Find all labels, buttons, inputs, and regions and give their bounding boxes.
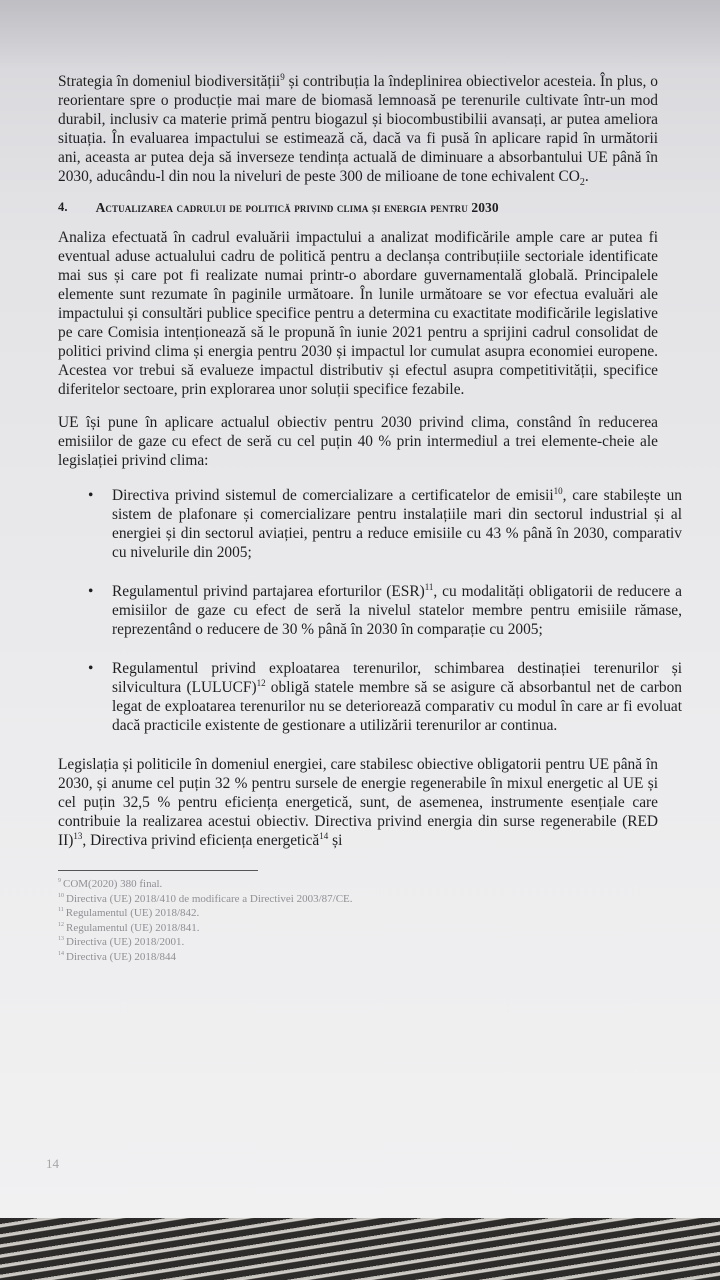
section-number: 4.	[58, 200, 68, 214]
footnote-ref-10: 10	[553, 485, 563, 496]
footnote-ref-14: 14	[319, 830, 329, 841]
footnote: $^{11}$ Regulamentul (UE) 2018/842.	[58, 907, 200, 919]
paragraph-eu-objective: UE își pune în aplicare actualul obiectiv pentru 2030 privind clima, constând în reducerea emisiilor de gaze cu efect de seră cu cel puțin 40 % prin intermediul a trei elemente-cheie ale legislației privind clima:	[58, 414, 658, 469]
footnote-ref-13: 13	[73, 830, 83, 841]
footnote-ref-12: 12	[256, 677, 266, 688]
footnote-separator	[58, 870, 258, 871]
page-shadow	[0, 0, 720, 70]
subscript-2: 2	[579, 177, 585, 189]
footnote: $^{13}$ Directiva (UE) 2018/2001.	[58, 936, 185, 948]
page-number: 14	[46, 1156, 59, 1171]
paragraph-energy-legislation: Legislația și politicile în domeniul energiei, care stabilesc obiective obligatorii pentru UE până în 2030, și anume cel puțin 32 % pentru sursele de energie regenerabile în mixul energetic al UE și cel puțin 32,5 % pentru eficiența energetică, sunt, de asemenea, instrumente esențiale care contribuie la realizarea acestui obiectiv. Directiva privind energia din surse regenerabile (RED II)$^{13}$, Directiva privind eficiența energetică$^{14}$ și	[58, 756, 658, 849]
footnotes	[58, 877, 720, 964]
footnote: $^{14}$ Directiva (UE) 2018/844	[58, 950, 176, 963]
section-title: Actualizarea cadrului de politică privind clima și energia pentru 2030	[95, 200, 499, 215]
bullet-dot: •	[88, 487, 94, 504]
list-item-lulucf: • Regulamentul privind exploatarea terenurilor, schimbarea destinației terenurilor și silvicultura (LULUCF)$^{12}$ obligă statele membre să se asigure că absorbantul net de carbon legat de exploatarea terenurilor nu se deteriorează comparativ cu modul în care ar fi evoluat dacă practicile existente de gestionare a utilizării terenurilor ar continua.	[88, 660, 682, 734]
bullet-dot: •	[88, 660, 94, 677]
paragraph-biodiversity: Strategia în domeniul biodiversității$^9$ și contribuția la îndeplinirea obiectivelor acesteia. În plus, o reorientare spre o producție mai mare de biomasă lemnoasă pe terenurile cultivate într-un mod durabil, inclusiv ca materie primă pentru biogazul și biocombustibilii avansați, ar putea ameliora situația. În evaluarea impactului se estimează că, dacă va fi pusă în aplicare rapid în următorii ani, aceasta ar putea deja să inverseze tendința actuală de diminuare a absorbantului UE până în 2030, aducându-l din nou la niveluri de peste 300 de milioane de tone echivalent $CO_2$.	[58, 71, 659, 189]
list-item-esr: • Regulamentul privind partajarea eforturilor (ESR)$^{11}$, cu modalități obligatorii de reducere a emisiilor de gaze cu efect de seră la nivelul statelor membre pentru emisiile rămase, reprezentând o reducere de 30 % până în 2030 în comparație cu 2005;	[88, 581, 682, 638]
section-heading	[58, 200, 658, 216]
footnote: $^{12}$ Regulamentul (UE) 2018/841.	[58, 921, 200, 934]
bullet-dot: •	[88, 583, 94, 600]
paragraph-impact-analysis: Analiza efectuată în cadrul evaluării impactului a analizat modificările ample care ar putea fi eventual aduse actualului cadru de politică pentru a declanșa contribuțiile sectoriale identificate mai sus și care pot fi realizate numai printr-o abordare guvernamentală globală. Principalele elemente sunt rezumate în paginile următoare. În lunile următoare se vor efectua evaluări ale impactului și consultări publice specifice pentru a determina cu exactitate modificările legislative pe care Comisia intenționează să le propună în iunie 2021 pentru a sprijini cadrul consolidat de politici privind clima și energia pentru 2030 și impactul lor cumulat asupra economiei europene. Acestea vor trebui să evalueze impactul distributiv și efectul asupra competitivității, specifice diferitelor sectoare, prin explorarea unor soluții specifice fezabile.	[58, 229, 658, 398]
list-item-ets: • Directiva privind sistemul de comercializare a certificatelor de emisii$^{10}$, care stabilește un sistem de plafonare și comercializare pentru instalațiile mari din sectorul industrial și al energiei și din sectorul aviației, pentru a reduce emisiile cu 43 % până în 2030, comparativ cu nivelurile din 2005;	[88, 485, 682, 561]
footnote-ref-9: 9	[280, 71, 285, 82]
footnote: $^9$ COM(2020) 380 final.	[58, 878, 163, 890]
footnote-ref-11: 11	[424, 581, 434, 592]
background-surface	[0, 1218, 720, 1280]
footnote: $^{10}$ Directiva (UE) 2018/410 de modificare a Directivei 2003/87/CE.	[58, 892, 353, 905]
legislation-list	[58, 486, 720, 735]
